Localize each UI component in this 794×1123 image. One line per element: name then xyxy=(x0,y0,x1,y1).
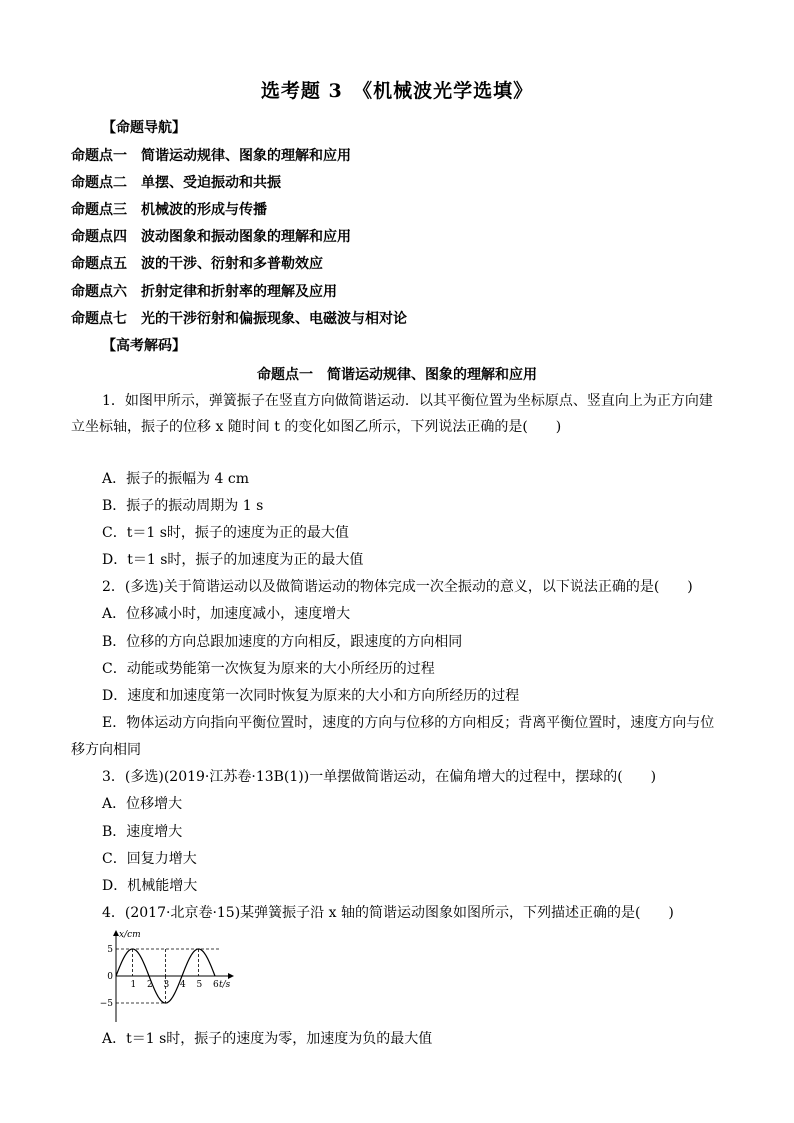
nav-item-text: 折射定律和折射率的理解及应用 xyxy=(141,284,337,300)
nav-item-label: 命题点六 xyxy=(71,284,127,300)
nav-item-text: 机械波的形成与传播 xyxy=(141,202,267,218)
x-tick-label: 4 xyxy=(180,980,186,990)
x-axis-label: t/s xyxy=(219,980,231,990)
x-tick-label: 3 xyxy=(163,980,170,990)
y-tick-label: 5 xyxy=(107,945,113,955)
nav-item-label: 命题点一 xyxy=(71,148,127,164)
x-tick-label: 6 xyxy=(213,980,219,990)
nav-item-text: 光的干涉衍射和偏振现象、电磁波与相对论 xyxy=(141,311,407,327)
question-4-option-a: A．t＝1 s时，振子的速度为零，加速度为负的最大值 xyxy=(102,1031,433,1047)
question-2-text: 2．(多选)关于简谐运动以及做简谐运动的物体完成一次全振动的意义，以下说法正确的是( ) xyxy=(102,579,693,595)
question-2-option-d: D．速度和加速度第一次同时恢复为原来的大小和方向所经历的过程 xyxy=(102,688,520,704)
nav-item xyxy=(71,310,407,328)
question-1-option-b: B．振子的振动周期为 1 s xyxy=(102,498,264,514)
question-3-option-a: A．位移增大 xyxy=(102,796,183,812)
question-2-option-c: C．动能或势能第一次恢复为原来的大小所经历的过程 xyxy=(102,661,435,677)
question-4-text: 4．(2017·北京卷·15)某弹簧振子沿 x 轴的简谐运动图象如图所示，下列描述正确的是( ) xyxy=(102,905,674,921)
nav-header: 【命题导航】 xyxy=(102,120,186,136)
x-tick-label: 1 xyxy=(130,980,137,990)
y-tick-label: −5 xyxy=(100,999,113,1009)
x-tick-label: 5 xyxy=(196,980,203,990)
x-axis-arrow xyxy=(228,973,234,979)
question-3-option-d: D．机械能增大 xyxy=(102,878,198,894)
y-axis-label: x/cm xyxy=(119,930,141,940)
nav-item-label: 命题点三 xyxy=(71,202,127,218)
nav-item-label: 命题点四 xyxy=(71,229,127,245)
nav-item xyxy=(71,255,323,273)
page-title: 选考题 3 《机械波光学选填》 xyxy=(260,80,534,102)
question-2-option-a: A．位移减小时，加速度减小，速度增大 xyxy=(102,606,351,622)
decode-header: 【高考解码】 xyxy=(102,338,186,354)
nav-item-label: 命题点七 xyxy=(71,311,127,327)
question-2-option-e-cont: 移方向相同 xyxy=(71,742,141,758)
question-3-option-c: C．回复力增大 xyxy=(102,851,197,867)
nav-item-label: 命题点二 xyxy=(71,175,127,191)
question-3-text: 3．(多选)(2019·江苏卷·13B(1))一单摆做简谐运动，在偏角增大的过程中，摆球的( ) xyxy=(102,769,657,785)
question-2-option-e: E．物体运动方向指向平衡位置时，速度的方向与位移的方向相反；背离平衡位置时，速度方向与位 xyxy=(102,715,715,731)
nav-item-text: 简谐运动规律、图象的理解和应用 xyxy=(141,148,351,164)
nav-item-text: 波的干涉、衍射和多普勒效应 xyxy=(141,256,323,272)
nav-item-label: 命题点五 xyxy=(71,256,127,272)
question-1-option-c: C．t＝1 s时，振子的速度为正的最大值 xyxy=(102,525,349,541)
section-heading: 命题点一 简谐运动规律、图象的理解和应用 xyxy=(257,367,537,383)
nav-item xyxy=(71,147,351,165)
shm-graph xyxy=(100,926,250,1026)
x-tick-label: 2 xyxy=(147,980,153,990)
nav-item xyxy=(71,283,337,301)
nav-item-text: 单摆、受迫振动和共振 xyxy=(141,175,281,191)
nav-item xyxy=(71,174,281,192)
question-1-option-a: A．振子的振幅为 4 cm xyxy=(102,471,250,487)
question-2-option-b: B．位移的方向总跟加速度的方向相反，跟速度的方向相同 xyxy=(102,634,463,650)
question-3-option-b: B．速度增大 xyxy=(102,824,183,840)
nav-item xyxy=(71,201,267,219)
nav-item-text: 波动图象和振动图象的理解和应用 xyxy=(141,229,351,245)
y-tick-label: 0 xyxy=(107,972,113,982)
question-1-text-cont: 立坐标轴，振子的位移 x 随时间 t 的变化如图乙所示，下列说法正确的是( ) xyxy=(71,419,562,435)
nav-item xyxy=(71,228,351,246)
question-1-option-d: D．t＝1 s时，振子的加速度为正的最大值 xyxy=(102,552,364,568)
question-1-text: 1．如图甲所示，弹簧振子在竖直方向做简谐运动．以其平衡位置为坐标原点、竖直向上为正方向建 xyxy=(102,393,713,409)
